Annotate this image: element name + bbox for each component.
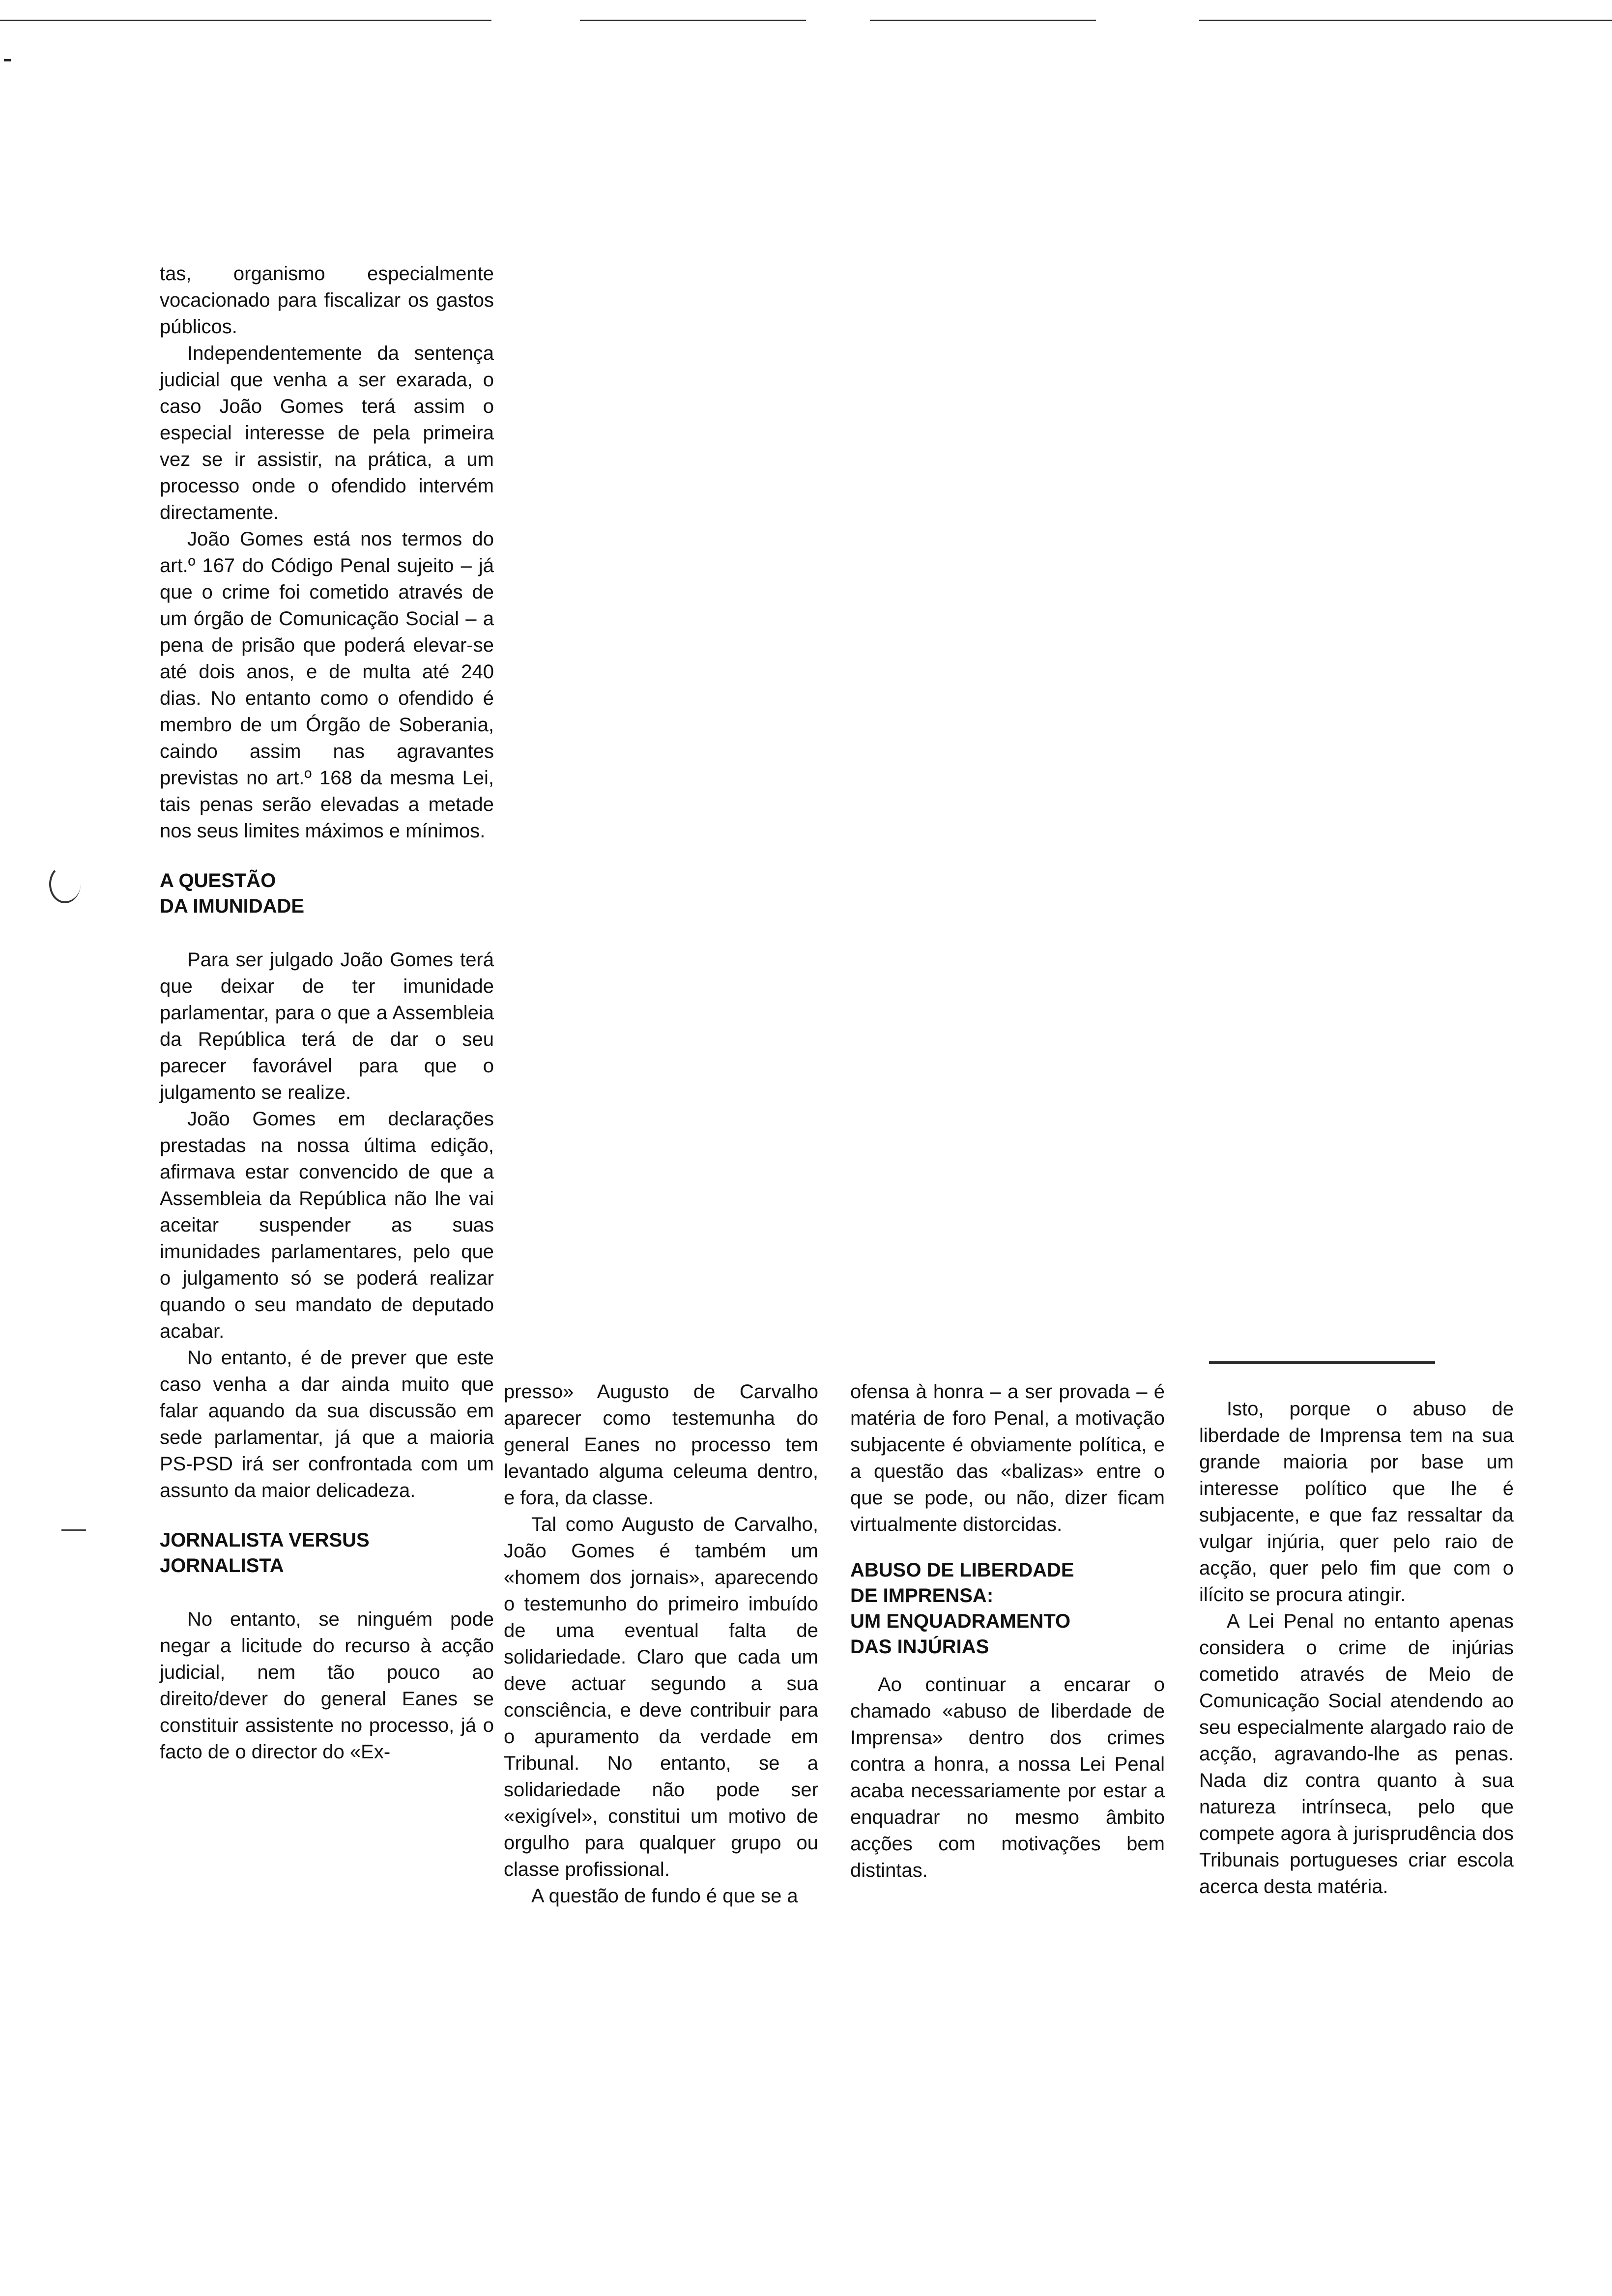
paragraph: João Gomes em declarações prestadas na nossa última edição, afirmava estar convencido de que a Assembleia da República não lhe vai aceitar suspender as suas imunidades parlamentares, pelo que o julgamento só se poderá realizar quando o seu mandato de deputado acabar. <box>160 1108 494 1342</box>
article-column-4 <box>1199 1396 1514 1900</box>
column-4-top-rule <box>1209 1361 1435 1364</box>
article-column-1 <box>160 260 494 1765</box>
paragraph: Isto, porque o abuso de liberdade de Imprensa tem na sua grande maioria por base um interesse político que lhe é subjacente, e que faz ressaltar da vulgar injúria, quer pelo raio de acção, quer pelo fim que com o ilícito se procura atingir. <box>1199 1398 1514 1606</box>
top-rule-1 <box>0 20 491 21</box>
heading-line: DAS INJÚRIAS <box>850 1636 989 1658</box>
paragraph: João Gomes está nos termos do art.º 167 do Código Penal sujeito – já que o crime foi cometido através de um órgão de Comunicação Social – a pena de prisão que poderá elevar-se até dois anos, e de multa até 240 dias. No entanto como o ofendido é membro de um Órgão de Soberania, caindo assim nas agravantes previstas no art.º 168 da mesma Lei, tais penas serão elevadas a metade nos seus limites máximos e mínimos. <box>160 528 494 842</box>
heading-line: JORNALISTA <box>160 1555 284 1577</box>
paragraph: tas, organismo especialmente vocacionado para fiscalizar os gastos públicos. <box>160 263 494 338</box>
scan-mark-arc <box>49 865 81 903</box>
heading-line: JORNALISTA VERSUS <box>160 1529 370 1551</box>
section-heading-journalist <box>160 1527 494 1578</box>
paragraph: No entanto, se ninguém pode negar a licitude do recurso à acção judicial, nem tão pouco ao direito/dever do general Eanes se constituir assistente no processo, já o facto de o director do «Ex- <box>160 1608 494 1763</box>
heading-line: A QUESTÃO <box>160 870 276 891</box>
heading-line: DE IMPRENSA: <box>850 1585 994 1607</box>
heading-line: DA IMUNIDADE <box>160 895 305 917</box>
paragraph: No entanto, é de prever que este caso venha a dar ainda muito que falar aquando da sua discussão em sede parlamentar, já que a maioria PS-PSD irá ser confrontada com um assunto da maior delicadeza. <box>160 1347 494 1501</box>
paragraph: Para ser julgado João Gomes terá que deixar de ter imunidade parlamentar, para o que a Assembleia da República terá de dar o seu parecer favorável para que o julgamento se realize. <box>160 949 494 1103</box>
paragraph: Independentemente da sentença judicial que venha a ser exarada, o caso João Gomes terá assim o especial interesse de pela primeira vez se ir assistir, na prática, a um processo onde o ofendido intervém directamente. <box>160 343 494 523</box>
scan-mark-dash <box>4 59 11 61</box>
section-heading-immunity <box>160 868 494 919</box>
top-rule-4 <box>1199 20 1612 21</box>
paragraph: A Lei Penal no entanto apenas considera o crime de injúrias cometido através de Meio de Comunicação Social atendendo ao seu especialmente alargado raio de acção, agravando-lhe as penas. Nada diz contra quanto à sua natureza intrínseca, pelo que compete agora à jurisprudência dos Tribunais portugueses criar escola acerca desta matéria. <box>1199 1610 1514 1897</box>
paragraph: ofensa à honra – a ser provada – é matéria de foro Penal, a motivação subjacente é obviamente política, e a questão das «balizas» entre o que se pode, ou não, dizer ficam virtualmente distorcidas. <box>850 1381 1165 1535</box>
top-rule-2 <box>580 20 806 21</box>
scan-mark-line <box>61 1529 86 1531</box>
paragraph: presso» Augusto de Carvalho aparecer como testemunha do general Eanes no processo tem levantado alguma celeuma dentro, e fora, da classe. <box>504 1381 818 1509</box>
paragraph: A questão de fundo é que se a <box>531 1885 798 1907</box>
article-column-2 <box>504 1378 818 1909</box>
paragraph: Tal como Augusto de Carvalho, João Gomes é também um «homem dos jornais», aparecendo o testemunho do primeiro imbuído de uma eventual falta de solidariedade. Claro que cada um deve actuar segundo a sua consciência, e deve contribuir para o apuramento da verdade em Tribunal. No entanto, se a solidariedade não pode ser «exigível», constitui um motivo de orgulho para qualquer grupo ou classe profissional. <box>504 1514 818 1880</box>
paragraph: Ao continuar a encarar o chamado «abuso de liberdade de Imprensa» dentro dos crimes contra a honra, a nossa Lei Penal acaba necessariamente por estar a enquadrar no mesmo âmbito acções com motivações bem distintas. <box>850 1674 1165 1881</box>
section-heading-press-abuse <box>850 1557 1165 1660</box>
top-rule-3 <box>870 20 1096 21</box>
heading-line: UM ENQUADRAMENTO <box>850 1610 1071 1632</box>
article-column-3 <box>850 1378 1165 1884</box>
heading-line: ABUSO DE LIBERDADE <box>850 1559 1074 1581</box>
